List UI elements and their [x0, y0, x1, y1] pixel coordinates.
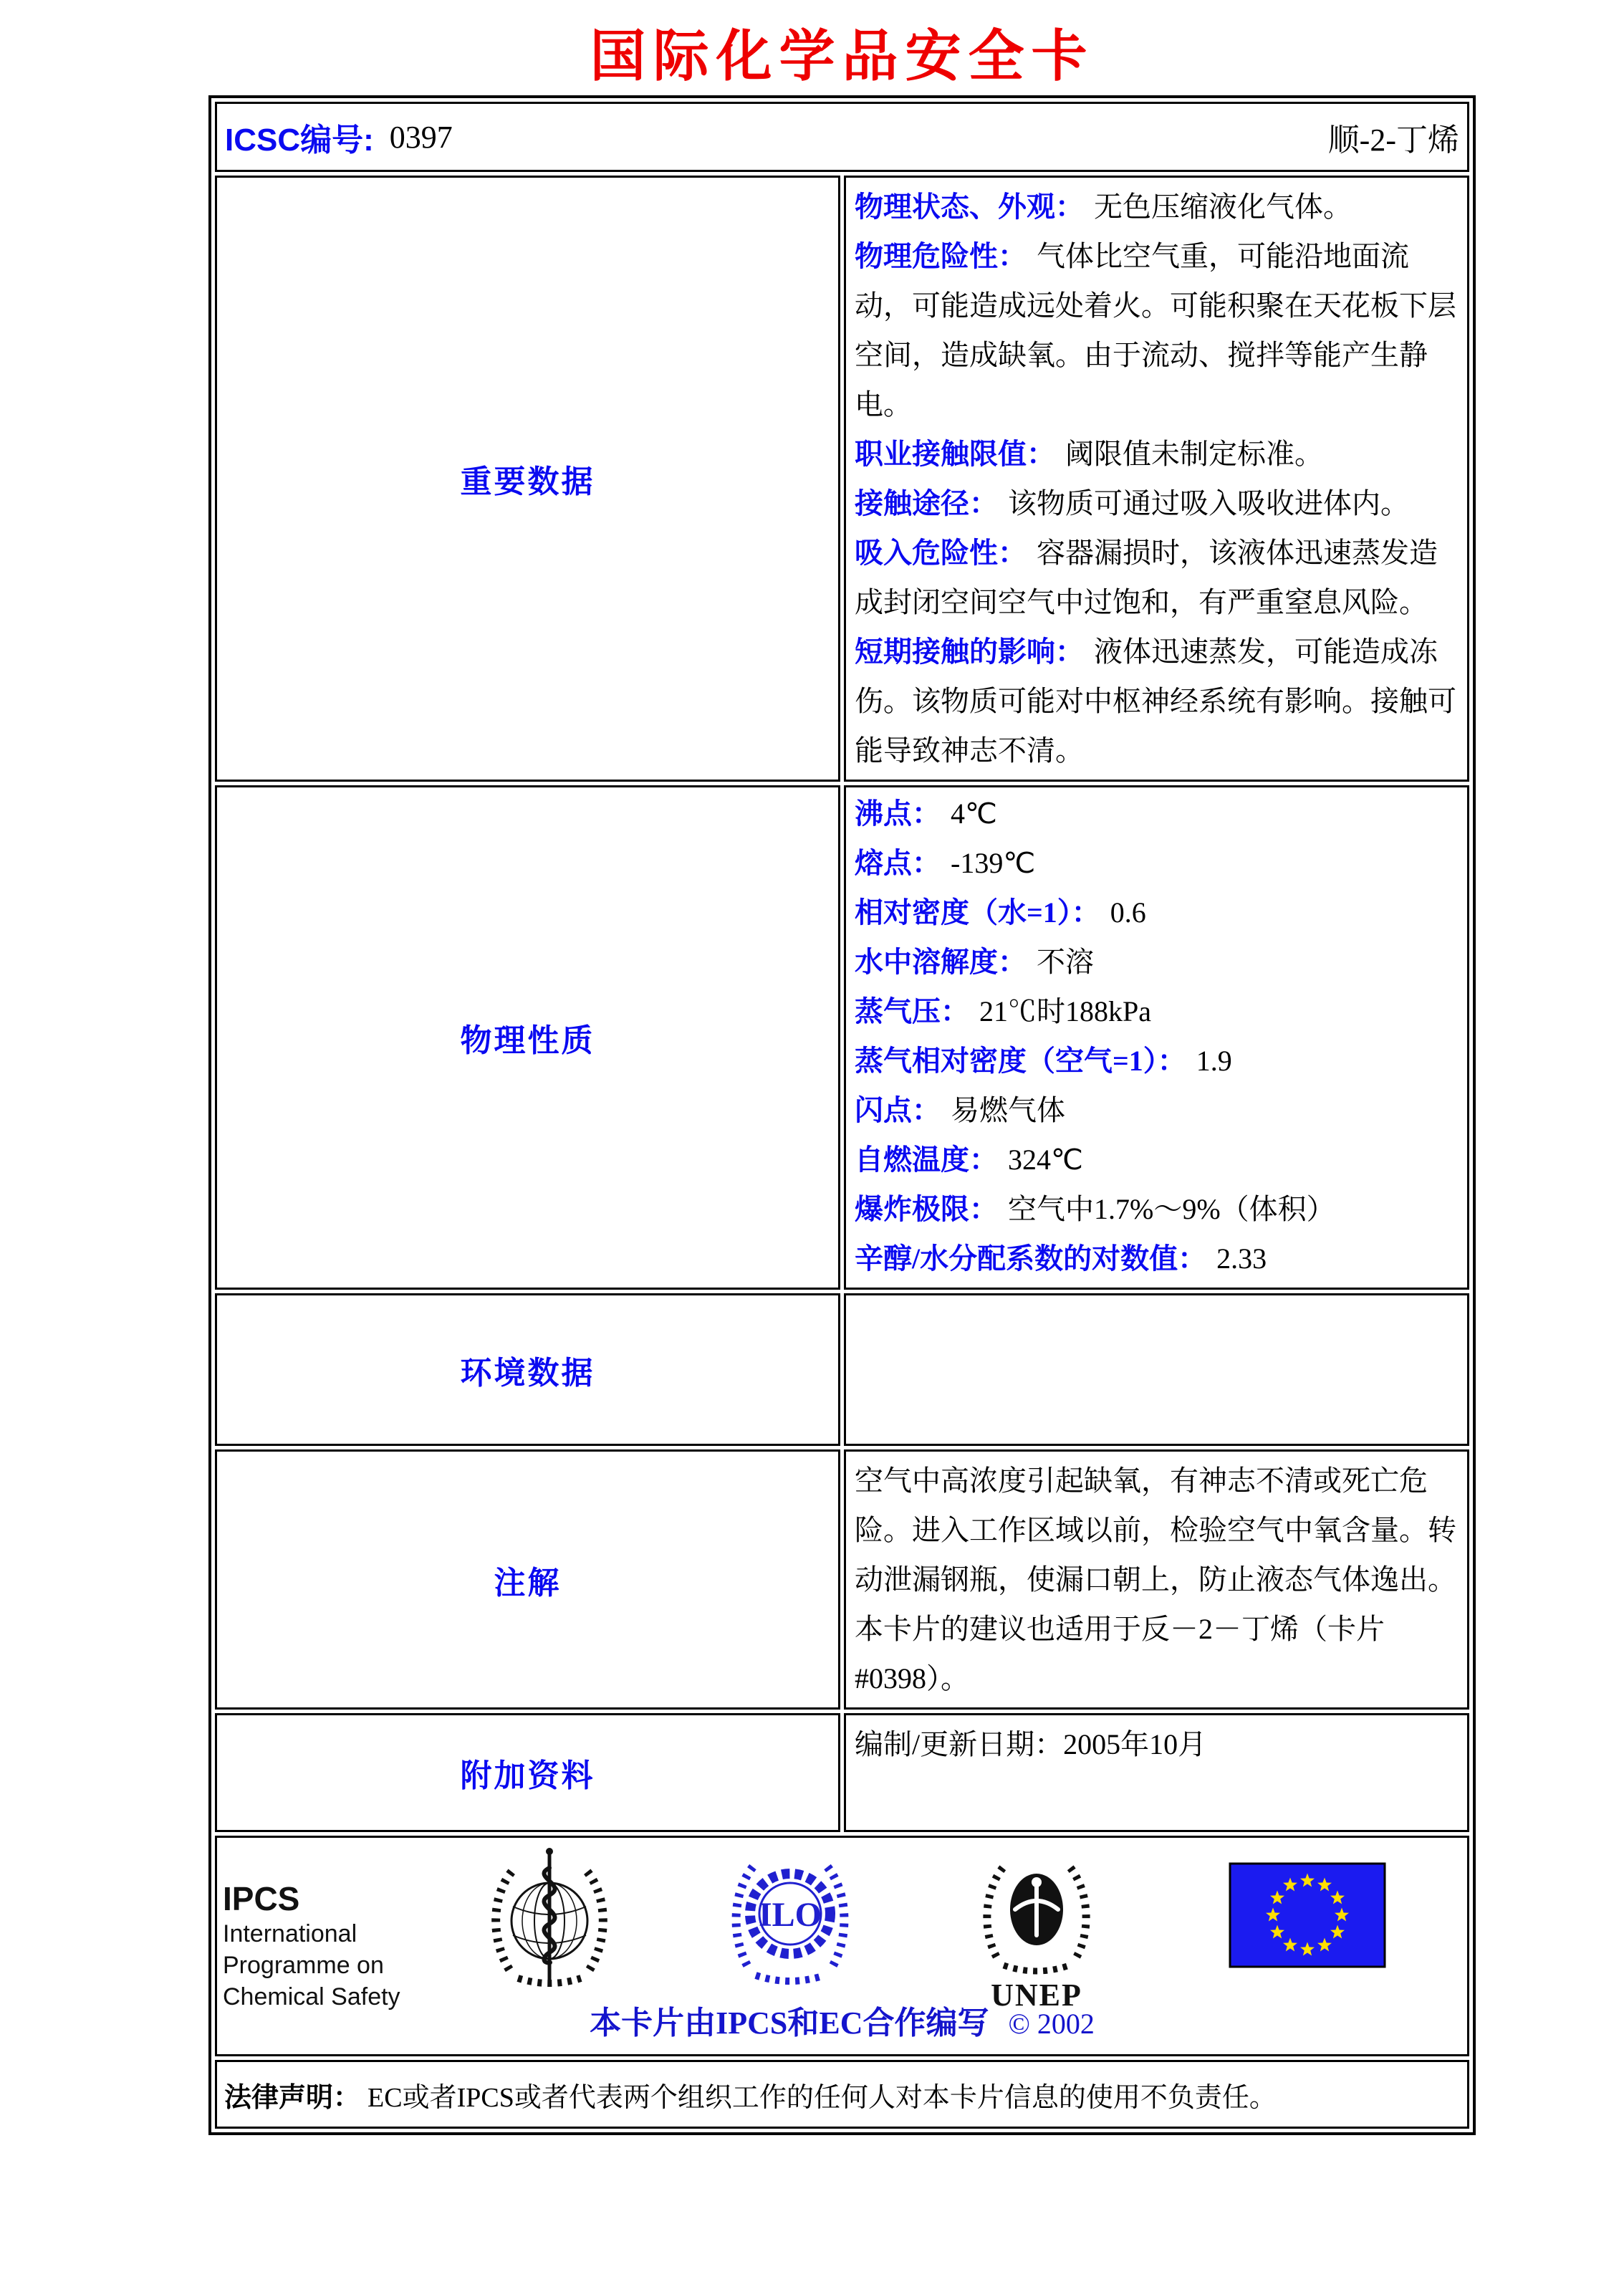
header-cell — [215, 102, 1469, 172]
environmental-data-row — [215, 1293, 1469, 1446]
field-line — [855, 1036, 1459, 1085]
field-label: 沸点： — [855, 797, 941, 830]
page-title: 国际化学品安全卡 — [590, 25, 1095, 87]
legal-notice-label: 法律声明： — [224, 2082, 361, 2113]
legal-row — [215, 2060, 1469, 2129]
icsc-card-table — [208, 95, 1476, 2135]
field-text: 324℃ — [1008, 1144, 1083, 1176]
ipcs-acronym: IPCS — [223, 1880, 300, 1917]
field-label: 熔点： — [855, 847, 941, 879]
icsc-bar — [218, 105, 1466, 169]
legal-cell — [215, 2060, 1469, 2129]
environmental-data-content — [844, 1293, 1469, 1446]
ilo-logo-icon — [724, 1842, 856, 1999]
field-line — [855, 1085, 1459, 1135]
physical-properties-label: 物理性质 — [215, 785, 840, 1290]
field-text: 阈限值未制定标准。 — [1065, 438, 1323, 470]
field-text: 4℃ — [951, 797, 997, 830]
important-data-row — [215, 176, 1469, 782]
field-text: -139℃ — [951, 847, 1036, 879]
footer-caption-text: 本卡片由IPCS和EC合作编写 — [590, 2005, 989, 2041]
ipcs-line: Chemical Safety — [223, 1983, 400, 2010]
icsc-number-value: 0397 — [389, 119, 453, 155]
field-line — [855, 1184, 1459, 1234]
field-line — [855, 937, 1459, 987]
notes-row — [215, 1449, 1469, 1710]
field-label: 闪点： — [855, 1094, 941, 1126]
physical-properties-row — [215, 785, 1469, 1290]
ipcs-text-block — [223, 1879, 438, 2013]
field-label: 相对密度（水=1）： — [855, 896, 1100, 929]
field-label: 接触途径： — [855, 487, 998, 519]
eu-flag-icon — [1229, 1862, 1386, 1972]
physical-properties-content — [844, 785, 1469, 1290]
notes-content: 空气中高浓度引起缺氧，有神志不清或死亡危险。进入工作区域以前，检验空气中氧含量。转动泄漏钢瓶，使漏口朝上，防止液态气体逸出。本卡片的建议也适用于反－2－丁烯（卡片#0398）。 — [844, 1449, 1469, 1710]
field-label: 辛醇/水分配系数的对数值： — [855, 1242, 1207, 1275]
unep-wordmark: UNEP — [991, 1978, 1082, 2013]
field-line — [855, 1234, 1459, 1283]
ipcs-line: Programme on — [223, 1952, 384, 1979]
field-label: 爆炸极限： — [855, 1193, 998, 1225]
field-text: 容器漏损时，该液体迅速蒸发造成封闭空间空气中过饱和，有严重窒息风险。 — [855, 537, 1438, 618]
field-label: 职业接触限值： — [855, 438, 1055, 470]
environmental-data-label: 环境数据 — [215, 1293, 840, 1446]
field-label: 吸入危险性： — [855, 537, 1027, 569]
footer-copyright: © 2002 — [1008, 2008, 1095, 2040]
field-label: 自燃温度： — [855, 1144, 998, 1176]
icsc-number-label: ICSC编号: — [225, 123, 374, 158]
field-text: 气体比空气重，可能沿地面流动，可能造成远处着火。可能积聚在天花板下层空间，造成缺氧。由于流动、搅拌等能产生静电。 — [855, 240, 1456, 421]
field-text: 空气中1.7%～9%（体积） — [1008, 1193, 1335, 1225]
field-text: 1.9 — [1196, 1045, 1232, 1077]
field-line — [855, 528, 1459, 627]
field-label: 短期接触的影响： — [855, 636, 1084, 668]
field-label: 蒸气压： — [855, 995, 969, 1027]
field-text: 2.33 — [1216, 1242, 1267, 1275]
who-logo-icon — [481, 1842, 618, 1998]
field-label: 物理危险性： — [855, 240, 1027, 272]
logos-row — [215, 1836, 1469, 2056]
legal-notice-text: EC或者IPCS或者代表两个组织工作的任何人对本卡片信息的使用不负责任。 — [367, 2082, 1277, 2113]
chemical-name: 顺-2-丁烯 — [1327, 123, 1459, 158]
additional-info-row — [215, 1713, 1469, 1832]
field-line — [855, 429, 1459, 479]
field-text: 易燃气体 — [951, 1094, 1065, 1126]
field-label: 物理状态、外观： — [855, 191, 1084, 223]
field-text: 不溶 — [1037, 946, 1094, 978]
unep-logo-icon — [968, 1841, 1105, 2016]
field-line — [855, 888, 1459, 937]
field-text: 21℃时188kPa — [979, 995, 1151, 1027]
field-text: 该物质可通过吸入吸收进体内。 — [1008, 487, 1409, 519]
field-text: 0.6 — [1110, 896, 1146, 929]
header-row — [215, 102, 1469, 172]
ipcs-line: International — [223, 1920, 357, 1947]
logos-cell — [215, 1836, 1469, 2056]
field-line — [855, 479, 1459, 528]
field-line — [855, 182, 1459, 231]
field-line — [855, 627, 1459, 775]
field-text: 液体迅速蒸发，可能造成冻伤。该物质可能对中枢神经系统有影响。接触可能导致神志不清。 — [855, 636, 1456, 767]
field-label: 蒸气相对密度（空气=1）： — [855, 1045, 1186, 1077]
footer-caption — [217, 1997, 1467, 2043]
ilo-letters: ILO — [758, 1896, 822, 1934]
field-line — [855, 838, 1459, 888]
field-line — [855, 987, 1459, 1036]
field-label: 水中溶解度： — [855, 946, 1027, 978]
additional-info-content: 编制/更新日期：2005年10月 — [844, 1713, 1469, 1832]
important-data-label: 重要数据 — [215, 176, 840, 782]
field-line — [855, 231, 1459, 429]
field-line — [855, 1135, 1459, 1184]
field-text: 无色压缩液化气体。 — [1094, 191, 1352, 223]
field-line — [855, 789, 1459, 838]
important-data-content — [844, 176, 1469, 782]
notes-label: 注解 — [215, 1449, 840, 1710]
additional-info-label: 附加资料 — [215, 1713, 840, 1832]
